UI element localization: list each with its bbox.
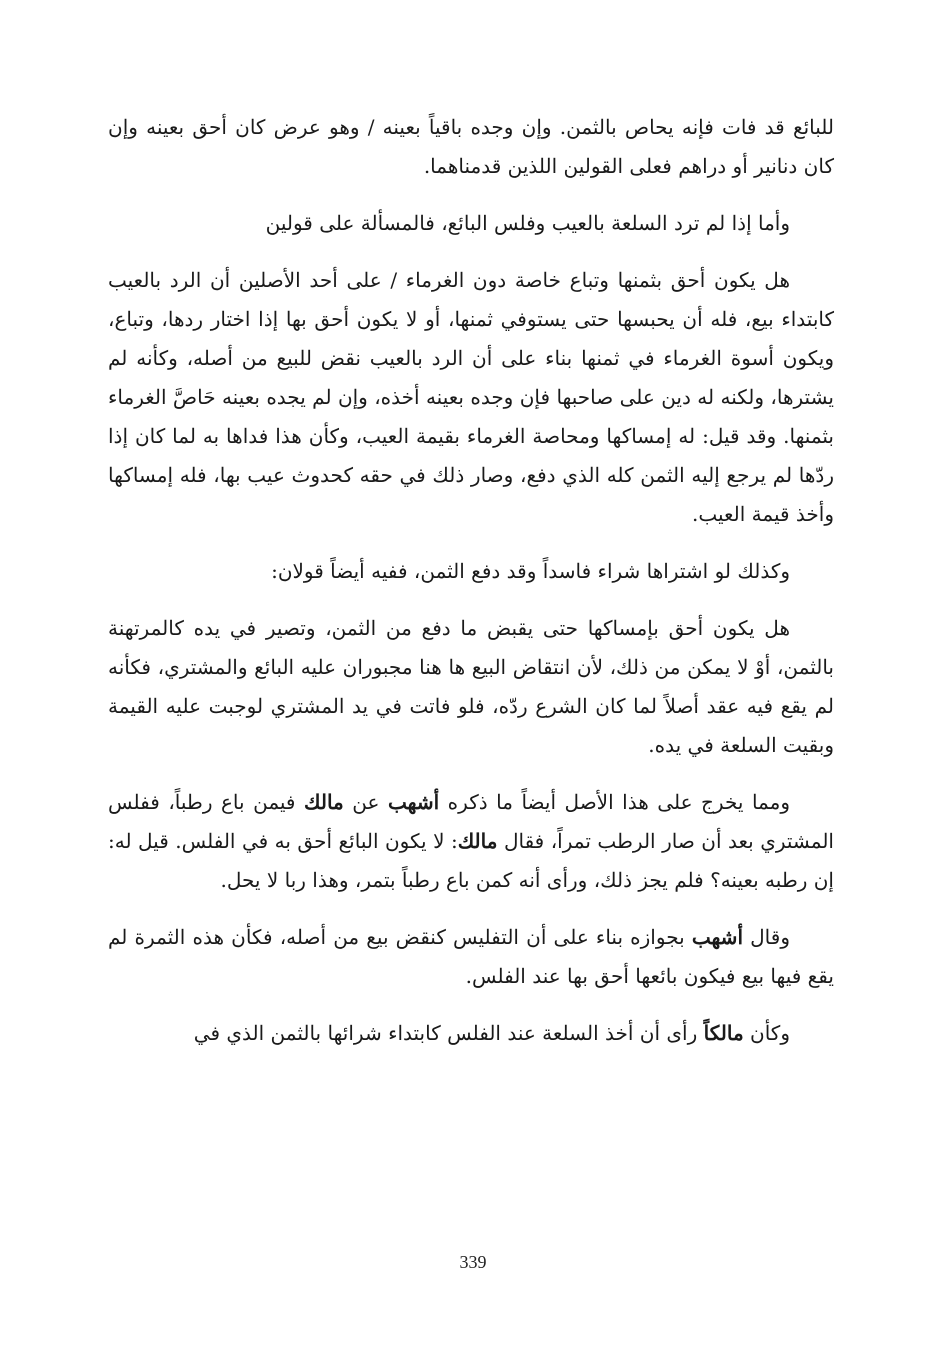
paragraph-3: هل يكون أحق بثمنها وتباع خاصة دون الغرماء / على أحد الأصلين أن الرد بالعيب كابتداء بيع، فله أن يحبسها حتى يستوفي ثمنها، أو لا يكون أحق بها إذا اختار ردها، وتباع، ويكون أسوة الغرماء في ثمنها بناء على أن الرد بالعيب نقض للبيع من أصله، وكأنه لم يشترها، ولكنه له دين على صاحبها فإن وجده بعينه أخذه، وإن لم يجده بعينه حَاصَّ الغرماء بثمنها. وقد قيل: له إمساكها ومحاصة الغرماء بقيمة العيب، وكأن هذا فداها به لما كان إذا ردّها لم يرجع إليه الثمن كله الذي دفع، وصار ذلك في حقه كحدوث عيب بها، فله إمساكها وأخذ قيمة العيب. [108,268,834,526]
paragraph-7: وقال أشهب بجوازه بناء على أن التفليس كنقض بيع من أصله، فكأن هذه الثمرة لم يقع فيها بيع فيكون بائعها أحق بها عند الفلس. [108,925,834,988]
name-malikan: مالكاً [703,1021,744,1045]
name-ashhab: أشهب [691,925,743,949]
paragraph-1: للبائع قد فات فإنه يحاص بالثمن. وإن وجده باقياً بعينه / وهو عرض كان أحق بعينه وإن كان دنانير أو دراهم فعلى القولين اللذين قدمناهما. [108,115,834,178]
name-ashhab: أشهب [387,790,440,814]
page-number: 339 [459,1252,487,1272]
paragraph-2: وأما إذا لم ترد السلعة بالعيب وفلس البائع، فالمسألة على قولين [265,211,790,235]
name-malik: مالك [457,829,498,853]
paragraph-5: هل يكون أحق بإمساكها حتى يقبض ما دفع من الثمن، وتصير في يده كالمرتهنة بالثمن، أوْ لا يمكن من ذلك، لأن انتقاض البيع ها هنا مجبوران عليه البائع والمشتري، فكأنه لم يقع فيه عقد أصلاً لما كان الشرع ردّه، فلو فاتت في يد المشتري لوجبت عليه القيمة وبقيت السلعة في يده. [108,616,834,757]
name-malik: مالك [304,790,344,814]
paragraph-4: وكذلك لو اشتراها شراء فاسداً وقد دفع الثمن، ففيه أيضاً قولان: [271,559,790,583]
document-page [108,108,834,1053]
paragraph-6: ومما يخرج على هذا الأصل أيضاً ما ذكره أشهب عن مالك فيمن باع رطباً، ففلس المشتري بعد أن صار الرطب تمراً، فقال مالك: لا يكون البائع أحق به في الفلس. قيل له: إن رطبه بعينه؟ فلم يجز ذلك، ورأى أنه كمن باع رطباً بتمر، وهذا ربا لا يحل. [108,790,834,892]
paragraph-8: وكأن مالكاً رأى أن أخذ السلعة عند الفلس كابتداء شرائها بالثمن الذي في [193,1021,790,1045]
